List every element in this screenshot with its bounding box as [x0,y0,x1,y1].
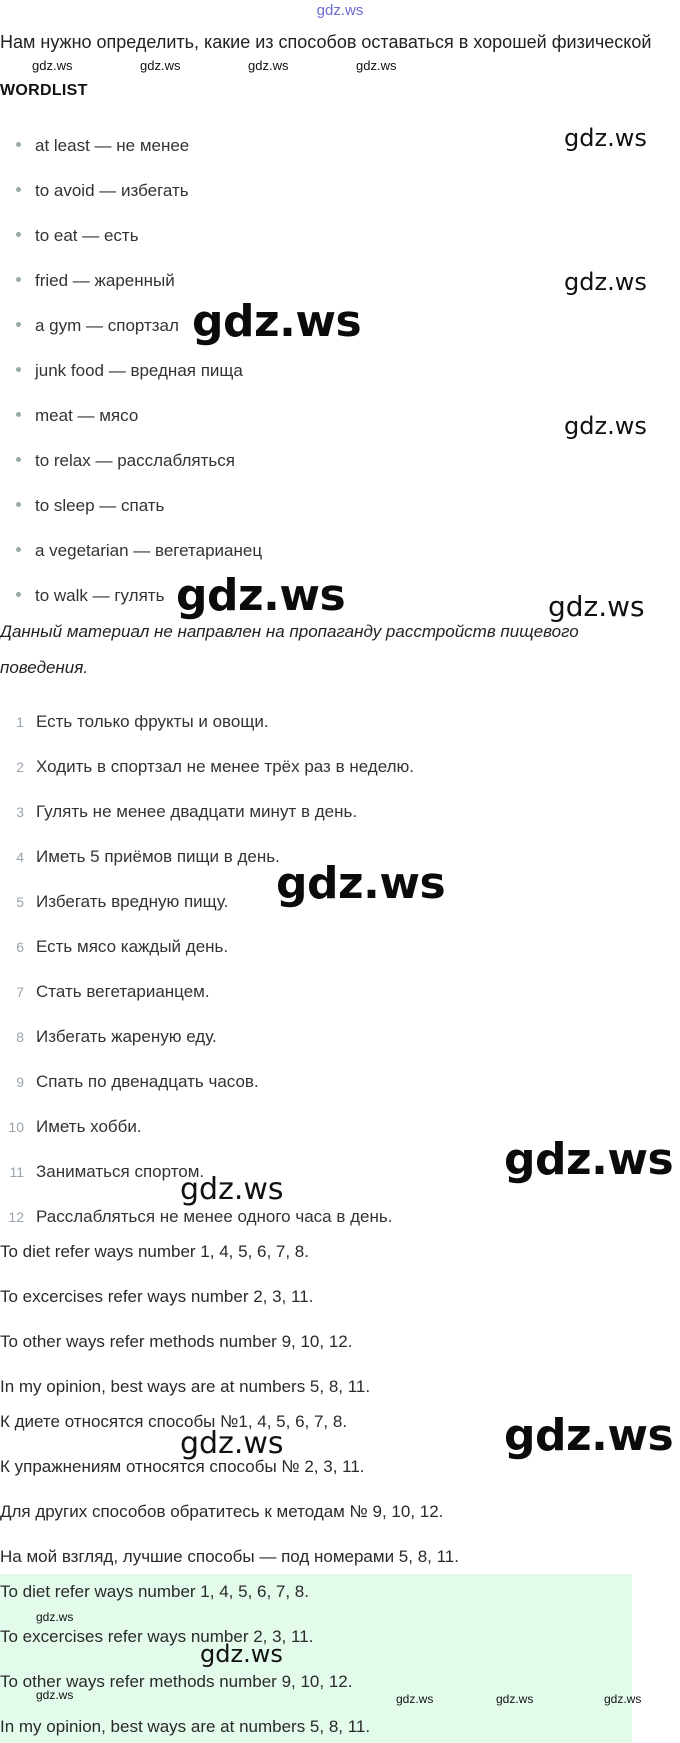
answer-en-line: To diet refer ways number 1, 4, 5, 6, 7, 8. [0,1242,309,1261]
wordlist-item: to avoid — избегать [16,181,189,201]
bullet-icon [16,322,21,327]
watermark: gdz.ws [180,1172,284,1207]
highlight-line: To diet refer ways number 1, 4, 5, 6, 7, 8. [0,1582,309,1601]
watermark: gdz.ws [276,858,446,909]
wordlist-item: a gym — спортзал [16,316,179,336]
bullet-icon [16,277,21,282]
watermark-small: gdz.ws [36,1688,74,1702]
way-item: 7 Стать вегетарианцем. [16,982,210,1001]
way-item: 5 Избегать вредную пищу. [16,892,229,911]
highlight-line: To other ways refer methods number 9, 10, 12. [0,1672,353,1691]
watermark: gdz.ws [548,590,645,623]
bullet-icon [16,547,21,552]
way-item: 3 Гулять не менее двадцати минут в день. [16,802,358,821]
wordlist-item: fried — жаренный [16,271,175,291]
wordlist-item: at least — не менее [16,136,189,156]
way-item: 12 Расслабляться не менее одного часа в день. [8,1207,393,1226]
wordlist-title: WORDLIST [0,82,88,99]
watermark: gdz.ws [200,1640,283,1668]
way-item: 1 Есть только фрукты и овощи. [16,712,269,731]
watermark-small: gdz.ws [396,1692,434,1706]
watermark-small: gdz.ws [248,58,289,73]
watermark: gdz.ws [192,296,362,347]
watermark-small: gdz.ws [36,1610,74,1624]
bullet-icon [16,592,21,597]
bullet-icon [16,457,21,462]
wordlist-item: to walk — гулять [16,586,164,606]
watermark: gdz.ws [564,124,647,152]
wordlist-item: a vegetarian — вегетарианец [16,541,262,561]
watermark-small: gdz.ws [32,58,73,73]
answer-ru-line: На мой взгляд, лучшие способы — под номерами 5, 8, 11. [0,1547,459,1566]
wordlist-item: to sleep — спать [16,496,164,516]
answer-ru-line: К упражнениям относятся способы № 2, 3, 11. [0,1457,365,1476]
answer-ru-line: Для других способов обратитесь к методам № 9, 10, 12. [0,1502,444,1521]
watermark-small: gdz.ws [356,58,397,73]
way-item: 6 Есть мясо каждый день. [16,937,229,956]
intro-text: Нам нужно определить, какие из способов оставаться в хорошей физической [0,32,652,52]
way-item: 2 Ходить в спортзал не менее трёх раз в неделю. [16,757,414,776]
way-item: 4 Иметь 5 приёмов пищи в день. [16,847,280,866]
watermark: gdz.ws [504,1410,674,1461]
bullet-icon [16,502,21,507]
bullet-icon [16,187,21,192]
bullet-icon [16,232,21,237]
answer-ru-line: К диете относятся способы №1, 4, 5, 6, 7, 8. [0,1412,348,1431]
watermark: gdz.ws [176,570,346,621]
disclaimer-line: Данный материал не направлен на пропаганду расстройств пищевого [0,622,579,641]
highlight-line: To excercises refer ways number 2, 3, 11. [0,1627,314,1646]
answer-en-line: To excercises refer ways number 2, 3, 11. [0,1287,314,1306]
bullet-icon [16,412,21,417]
wordlist-item: to relax — расслабляться [16,451,235,471]
way-item: 11 Заниматься спортом. [9,1162,205,1181]
watermark: gdz.ws [180,1426,284,1461]
watermark: gdz.ws [504,1134,674,1185]
wordlist-item: meat — мясо [16,406,138,426]
watermark: gdz.ws [564,268,647,296]
watermark-small: gdz.ws [496,1692,534,1706]
highlight-line: In my opinion, best ways are at numbers 5, 8, 11. [0,1717,371,1736]
watermark: gdz.ws [564,412,647,440]
bullet-icon [16,142,21,147]
bullet-icon [16,367,21,372]
wordlist-item: to eat — есть [16,226,139,246]
watermark-small: gdz.ws [604,1692,642,1706]
wordlist-item: junk food — вредная пища [16,361,243,381]
watermark-small: gdz.ws [140,58,181,73]
disclaimer-line: поведения. [0,658,89,677]
way-item: 9 Спать по двенадцать часов. [16,1072,259,1091]
top-watermark: gdz.ws [316,2,364,19]
answer-en-line: To other ways refer methods number 9, 10, 12. [0,1332,353,1351]
way-item: 8 Избегать жареную еду. [16,1027,217,1046]
answer-en-line: In my opinion, best ways are at numbers 5, 8, 11. [0,1377,371,1396]
way-item: 10 Иметь хобби. [8,1117,142,1136]
